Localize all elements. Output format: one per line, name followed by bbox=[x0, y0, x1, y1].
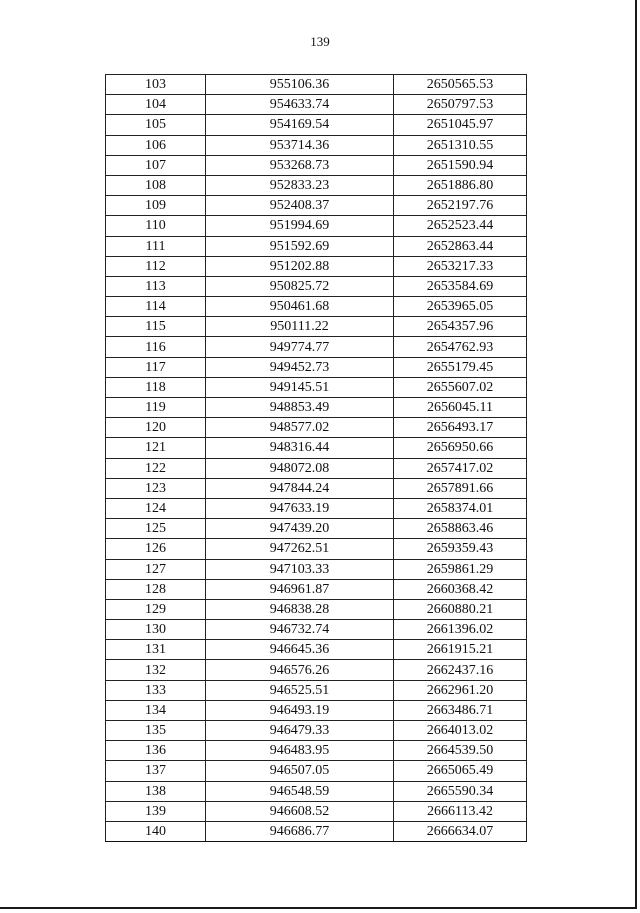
point-number-cell: 114 bbox=[106, 297, 206, 317]
y-coordinate-cell: 2653584.69 bbox=[394, 276, 527, 296]
y-coordinate-cell: 2660368.42 bbox=[394, 579, 527, 599]
x-coordinate-cell: 952833.23 bbox=[206, 175, 394, 195]
table-row bbox=[106, 135, 527, 155]
table-row bbox=[106, 155, 527, 175]
point-number-cell: 105 bbox=[106, 115, 206, 135]
point-number-cell: 107 bbox=[106, 155, 206, 175]
table-row bbox=[106, 519, 527, 539]
point-number-cell: 132 bbox=[106, 660, 206, 680]
y-coordinate-cell: 2663486.71 bbox=[394, 700, 527, 720]
table-row bbox=[106, 196, 527, 216]
table-row bbox=[106, 821, 527, 841]
y-coordinate-cell: 2656493.17 bbox=[394, 418, 527, 438]
table-row bbox=[106, 95, 527, 115]
x-coordinate-cell: 946732.74 bbox=[206, 620, 394, 640]
y-coordinate-cell: 2655179.45 bbox=[394, 357, 527, 377]
x-coordinate-cell: 946686.77 bbox=[206, 821, 394, 841]
point-number-cell: 116 bbox=[106, 337, 206, 357]
x-coordinate-cell: 947633.19 bbox=[206, 498, 394, 518]
point-number-cell: 121 bbox=[106, 438, 206, 458]
table-row bbox=[106, 115, 527, 135]
y-coordinate-cell: 2655607.02 bbox=[394, 377, 527, 397]
point-number-cell: 119 bbox=[106, 398, 206, 418]
table-row bbox=[106, 660, 527, 680]
table-row bbox=[106, 498, 527, 518]
table-row bbox=[106, 741, 527, 761]
x-coordinate-cell: 951592.69 bbox=[206, 236, 394, 256]
table-row bbox=[106, 398, 527, 418]
x-coordinate-cell: 946493.19 bbox=[206, 700, 394, 720]
table-row bbox=[106, 478, 527, 498]
point-number-cell: 112 bbox=[106, 256, 206, 276]
point-number-cell: 139 bbox=[106, 801, 206, 821]
x-coordinate-cell: 949452.73 bbox=[206, 357, 394, 377]
point-number-cell: 103 bbox=[106, 75, 206, 95]
y-coordinate-cell: 2653217.33 bbox=[394, 256, 527, 276]
x-coordinate-cell: 950111.22 bbox=[206, 317, 394, 337]
coordinates-table bbox=[105, 74, 527, 842]
y-coordinate-cell: 2657417.02 bbox=[394, 458, 527, 478]
y-coordinate-cell: 2656950.66 bbox=[394, 438, 527, 458]
x-coordinate-cell: 946608.52 bbox=[206, 801, 394, 821]
point-number-cell: 124 bbox=[106, 498, 206, 518]
y-coordinate-cell: 2657891.66 bbox=[394, 478, 527, 498]
point-number-cell: 136 bbox=[106, 741, 206, 761]
y-coordinate-cell: 2662961.20 bbox=[394, 680, 527, 700]
y-coordinate-cell: 2665065.49 bbox=[394, 761, 527, 781]
table-row bbox=[106, 175, 527, 195]
table-row bbox=[106, 216, 527, 236]
x-coordinate-cell: 946838.28 bbox=[206, 599, 394, 619]
y-coordinate-cell: 2651045.97 bbox=[394, 115, 527, 135]
y-coordinate-cell: 2651310.55 bbox=[394, 135, 527, 155]
point-number-cell: 126 bbox=[106, 539, 206, 559]
table-row bbox=[106, 276, 527, 296]
x-coordinate-cell: 949145.51 bbox=[206, 377, 394, 397]
y-coordinate-cell: 2659359.43 bbox=[394, 539, 527, 559]
y-coordinate-cell: 2664013.02 bbox=[394, 721, 527, 741]
table-row bbox=[106, 640, 527, 660]
x-coordinate-cell: 955106.36 bbox=[206, 75, 394, 95]
point-number-cell: 111 bbox=[106, 236, 206, 256]
y-coordinate-cell: 2661915.21 bbox=[394, 640, 527, 660]
table-row bbox=[106, 761, 527, 781]
table-row bbox=[106, 620, 527, 640]
x-coordinate-cell: 946645.36 bbox=[206, 640, 394, 660]
point-number-cell: 140 bbox=[106, 821, 206, 841]
table-row bbox=[106, 599, 527, 619]
y-coordinate-cell: 2665590.34 bbox=[394, 781, 527, 801]
y-coordinate-cell: 2654762.93 bbox=[394, 337, 527, 357]
table-row bbox=[106, 418, 527, 438]
point-number-cell: 128 bbox=[106, 579, 206, 599]
page-number: 139 bbox=[310, 34, 330, 49]
x-coordinate-cell: 948577.02 bbox=[206, 418, 394, 438]
y-coordinate-cell: 2652863.44 bbox=[394, 236, 527, 256]
point-number-cell: 133 bbox=[106, 680, 206, 700]
x-coordinate-cell: 948316.44 bbox=[206, 438, 394, 458]
table-row bbox=[106, 579, 527, 599]
y-coordinate-cell: 2660880.21 bbox=[394, 599, 527, 619]
y-coordinate-cell: 2658863.46 bbox=[394, 519, 527, 539]
point-number-cell: 106 bbox=[106, 135, 206, 155]
x-coordinate-cell: 953268.73 bbox=[206, 155, 394, 175]
table-row bbox=[106, 539, 527, 559]
y-coordinate-cell: 2659861.29 bbox=[394, 559, 527, 579]
x-coordinate-cell: 949774.77 bbox=[206, 337, 394, 357]
point-number-cell: 104 bbox=[106, 95, 206, 115]
point-number-cell: 115 bbox=[106, 317, 206, 337]
y-coordinate-cell: 2651886.80 bbox=[394, 175, 527, 195]
point-number-cell: 122 bbox=[106, 458, 206, 478]
table-row bbox=[106, 559, 527, 579]
point-number-cell: 127 bbox=[106, 559, 206, 579]
x-coordinate-cell: 946576.26 bbox=[206, 660, 394, 680]
point-number-cell: 113 bbox=[106, 276, 206, 296]
y-coordinate-cell: 2652197.76 bbox=[394, 196, 527, 216]
x-coordinate-cell: 951202.88 bbox=[206, 256, 394, 276]
table-row bbox=[106, 721, 527, 741]
y-coordinate-cell: 2651590.94 bbox=[394, 155, 527, 175]
coordinates-table-body bbox=[106, 75, 527, 842]
point-number-cell: 120 bbox=[106, 418, 206, 438]
point-number-cell: 134 bbox=[106, 700, 206, 720]
x-coordinate-cell: 947844.24 bbox=[206, 478, 394, 498]
point-number-cell: 125 bbox=[106, 519, 206, 539]
table-row bbox=[106, 75, 527, 95]
x-coordinate-cell: 946483.95 bbox=[206, 741, 394, 761]
x-coordinate-cell: 947103.33 bbox=[206, 559, 394, 579]
point-number-cell: 123 bbox=[106, 478, 206, 498]
x-coordinate-cell: 952408.37 bbox=[206, 196, 394, 216]
x-coordinate-cell: 953714.36 bbox=[206, 135, 394, 155]
y-coordinate-cell: 2666634.07 bbox=[394, 821, 527, 841]
point-number-cell: 131 bbox=[106, 640, 206, 660]
point-number-cell: 110 bbox=[106, 216, 206, 236]
y-coordinate-cell: 2666113.42 bbox=[394, 801, 527, 821]
table-row bbox=[106, 458, 527, 478]
table-row bbox=[106, 236, 527, 256]
point-number-cell: 108 bbox=[106, 175, 206, 195]
x-coordinate-cell: 950825.72 bbox=[206, 276, 394, 296]
table-row bbox=[106, 357, 527, 377]
x-coordinate-cell: 947439.20 bbox=[206, 519, 394, 539]
x-coordinate-cell: 948853.49 bbox=[206, 398, 394, 418]
x-coordinate-cell: 946525.51 bbox=[206, 680, 394, 700]
point-number-cell: 129 bbox=[106, 599, 206, 619]
table-row bbox=[106, 337, 527, 357]
table-row bbox=[106, 700, 527, 720]
table-row bbox=[106, 680, 527, 700]
point-number-cell: 137 bbox=[106, 761, 206, 781]
y-coordinate-cell: 2654357.96 bbox=[394, 317, 527, 337]
x-coordinate-cell: 954169.54 bbox=[206, 115, 394, 135]
table-row bbox=[106, 377, 527, 397]
table-row bbox=[106, 297, 527, 317]
point-number-cell: 130 bbox=[106, 620, 206, 640]
table-row bbox=[106, 801, 527, 821]
point-number-cell: 138 bbox=[106, 781, 206, 801]
x-coordinate-cell: 946507.05 bbox=[206, 761, 394, 781]
table-row bbox=[106, 317, 527, 337]
point-number-cell: 135 bbox=[106, 721, 206, 741]
x-coordinate-cell: 950461.68 bbox=[206, 297, 394, 317]
table-row bbox=[106, 256, 527, 276]
y-coordinate-cell: 2653965.05 bbox=[394, 297, 527, 317]
x-coordinate-cell: 948072.08 bbox=[206, 458, 394, 478]
y-coordinate-cell: 2650797.53 bbox=[394, 95, 527, 115]
point-number-cell: 117 bbox=[106, 357, 206, 377]
y-coordinate-cell: 2650565.53 bbox=[394, 75, 527, 95]
y-coordinate-cell: 2662437.16 bbox=[394, 660, 527, 680]
x-coordinate-cell: 951994.69 bbox=[206, 216, 394, 236]
x-coordinate-cell: 947262.51 bbox=[206, 539, 394, 559]
x-coordinate-cell: 946479.33 bbox=[206, 721, 394, 741]
x-coordinate-cell: 946961.87 bbox=[206, 579, 394, 599]
table-row bbox=[106, 781, 527, 801]
y-coordinate-cell: 2658374.01 bbox=[394, 498, 527, 518]
y-coordinate-cell: 2664539.50 bbox=[394, 741, 527, 761]
y-coordinate-cell: 2652523.44 bbox=[394, 216, 527, 236]
y-coordinate-cell: 2661396.02 bbox=[394, 620, 527, 640]
point-number-cell: 118 bbox=[106, 377, 206, 397]
x-coordinate-cell: 946548.59 bbox=[206, 781, 394, 801]
table-row bbox=[106, 438, 527, 458]
point-number-cell: 109 bbox=[106, 196, 206, 216]
y-coordinate-cell: 2656045.11 bbox=[394, 398, 527, 418]
x-coordinate-cell: 954633.74 bbox=[206, 95, 394, 115]
